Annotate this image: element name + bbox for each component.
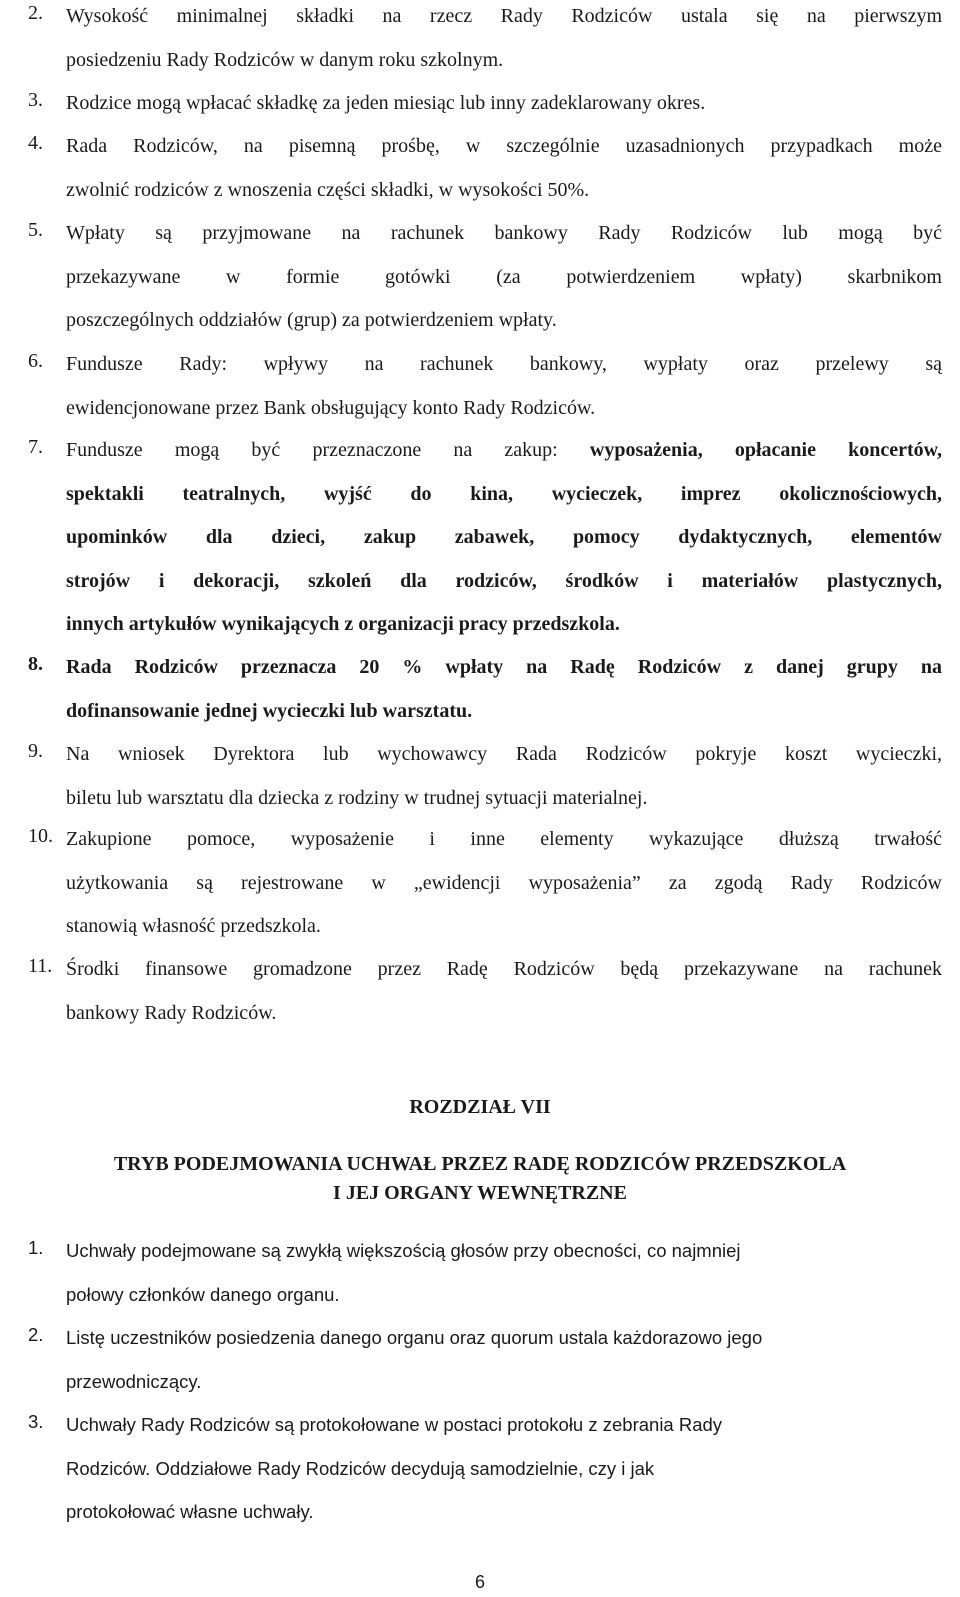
text-line: poszczególnych oddziałów (grup) za potwierdzeniem wpłaty.: [66, 309, 557, 331]
item-text: [66, 741, 942, 828]
text-line: Uchwały Rady Rodziców są protokołowane w postaci protokołu z zebrania Rady: [66, 1414, 723, 1435]
text-line: Fundusze Rady: wpływy na rachunek bankowy, wypłaty oraz przelewy są: [66, 353, 942, 375]
text-line: Zakupione pomoce, wyposażenie i inne elementy wykazujące dłuższą trwałość: [66, 828, 942, 850]
item-text: [66, 3, 942, 90]
text-line: zwolnić rodziców z wnoszenia części składki, w wysokości 50%.: [66, 178, 590, 201]
section-title-line-1: TRYB PODEJMOWANIA UCHWAŁ PRZEZ RADĘ RODZICÓW PRZEDSZKOLA: [113, 1153, 847, 1175]
item-text: [66, 351, 942, 438]
item-number: 3.: [28, 1411, 44, 1432]
item-text: [66, 133, 942, 220]
text-line: stanowią własność przedszkola.: [66, 915, 321, 937]
text-line: biletu lub warsztatu dla dziecka z rodziny w trudnej sytuacji materialnej.: [66, 786, 648, 809]
text-line: protokołować własne uchwały.: [66, 1501, 314, 1522]
plain-text: Fundusze mogą być przeznaczone na zakup:: [66, 439, 590, 461]
text-line: bankowy Rady Rodziców.: [66, 1001, 277, 1024]
item-text: [66, 1325, 942, 1412]
text-line: ewidencjonowane przez Bank obsługujący konto Rady Rodziców.: [66, 396, 596, 419]
item-number: 3.: [28, 89, 43, 111]
text-line: Uchwały podejmowane są zwykłą większością głosów przy obecności, co najmniej: [66, 1240, 741, 1261]
item-number: 1.: [28, 1237, 44, 1258]
item-number: 4.: [28, 132, 43, 154]
text-line: Wpłaty są przyjmowane na rachunek bankowy Rady Rodziców lub mogą być: [66, 222, 942, 244]
section-title-line-2: I JEJ ORGANY WEWNĘTRZNE: [333, 1182, 627, 1204]
item-text: [66, 90, 942, 134]
item-text: [66, 437, 942, 655]
text-line: spektakli teatralnych, wyjść do kina, wycieczek, imprez okolicznościowych,: [66, 482, 942, 505]
text-line: posiedzeniu Rady Rodziców w danym roku szkolnym.: [66, 48, 504, 71]
text-line: Środki finansowe gromadzone przez Radę Rodziców będą przekazywane na rachunek: [66, 958, 942, 980]
text-line: Rodziców. Oddziałowe Rady Rodziców decydują samodzielnie, czy i jak: [66, 1457, 655, 1479]
item-text: [66, 956, 942, 1043]
text-line: Wysokość minimalnej składki na rzecz Rady Rodziców ustala się na pierwszym: [66, 5, 942, 27]
item-number: 7.: [28, 436, 43, 458]
item-text: [66, 1412, 942, 1543]
item-number: 2.: [28, 1324, 44, 1345]
text-line: strojów i dekoracji, szkoleń dla rodziców, środków i materiałów plastycznych,: [66, 569, 942, 592]
text-line: przewodniczący.: [66, 1370, 202, 1392]
text-line: Listę uczestników posiedzenia danego organu oraz quorum ustala każdorazowo jego: [66, 1327, 763, 1348]
item-number: 5.: [28, 219, 43, 241]
text-line: [66, 437, 942, 481]
item-text: [66, 654, 942, 741]
item-text: [66, 826, 942, 957]
text-line: Rodzice mogą wpłacać składkę za jeden miesiąc lub inny zadeklarowany okres.: [66, 92, 706, 114]
text-line: upominków dla dzieci, zakup zabawek, pomocy dydaktycznych, elementów: [66, 526, 942, 548]
item-number: 8.: [28, 653, 43, 675]
text-line: innych artykułów wynikających z organizacji pracy przedszkola.: [66, 613, 620, 635]
item-number: 9.: [28, 740, 43, 762]
chapter-heading: ROZDZIAŁ VII: [409, 1096, 551, 1118]
text-line: Rada Rodziców, na pisemną prośbę, w szczególnie uzasadnionych przypadkach może: [66, 135, 942, 157]
item-number: 10.: [28, 825, 53, 847]
item-text: [66, 1238, 942, 1325]
text-line: przekazywane w formie gotówki (za potwierdzeniem wpłaty) skarbnikom: [66, 265, 942, 288]
text-line: Na wniosek Dyrektora lub wychowawcy Rada Rodziców pokryje koszt wycieczki,: [66, 743, 942, 765]
text-line: dofinansowanie jednej wycieczki lub warsztatu.: [66, 699, 473, 722]
item-text: [66, 220, 942, 351]
item-number: 2.: [28, 2, 43, 24]
item-number: 6.: [28, 350, 43, 372]
item-number: 11.: [28, 955, 53, 977]
page-number: 6: [474, 1572, 485, 1592]
text-line: połowy członków danego organu.: [66, 1283, 340, 1305]
text-line: Rada Rodziców przeznacza 20 % wpłaty na Radę Rodziców z danej grupy na: [66, 656, 942, 678]
text-line: użytkowania są rejestrowane w „ewidencji wyposażenia” za zgodą Rady Rodziców: [66, 871, 942, 894]
bold-text: wyposażenia, opłacanie koncertów,: [589, 439, 942, 461]
